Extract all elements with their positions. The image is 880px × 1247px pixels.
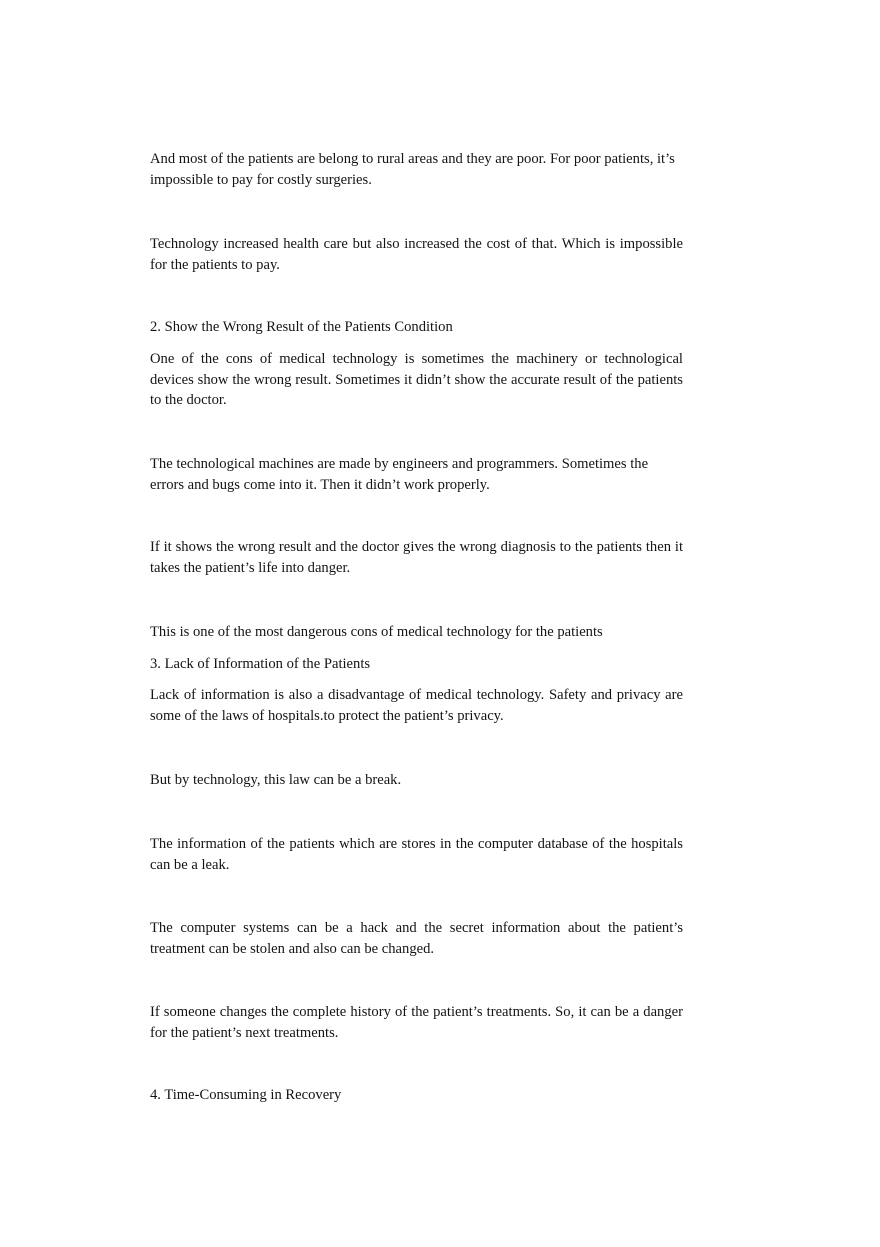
paragraph-privacy-laws: Lack of information is also a disadvantage of medical technology. Safety and privacy are some of the laws of hospitals.to protect the patient’s privacy. <box>150 687 683 724</box>
paragraph-wrong-diagnosis: If it shows the wrong result and the doctor gives the wrong diagnosis to the patients then it takes the patient’s life into danger. <box>150 539 683 576</box>
section-heading-lack-of-information: 3. Lack of Information of the Patients <box>150 656 371 672</box>
paragraph-technology-cost: Technology increased health care but also increased the cost of that. Which is impossible for the patients to pay. <box>150 236 683 273</box>
paragraph-law-break: But by technology, this law can be a break. <box>150 772 402 788</box>
paragraph-cost-rural-patients: And most of the patients are belong to rural areas and they are poor. For poor patients, it’s impossible to pay for costly surgeries. <box>150 151 675 188</box>
paragraph-database-leak: The information of the patients which are stores in the computer database of the hospitals can be a leak. <box>150 836 683 873</box>
paragraph-system-hack: The computer systems can be a hack and the secret information about the patient’s treatment can be stolen and also can be changed. <box>150 920 683 957</box>
section-heading-wrong-result: 2. Show the Wrong Result of the Patients Condition <box>150 319 453 335</box>
paragraph-wrong-result: One of the cons of medical technology is sometimes the machinery or technological devices show the wrong result. Sometimes it didn’t show the accurate result of the patients to the doctor. <box>150 351 683 408</box>
paragraph-engineers-bugs: The technological machines are made by engineers and programmers. Sometimes the errors and bugs come into it. Then it didn’t work properly. <box>150 456 649 493</box>
paragraph-history-changed: If someone changes the complete history of the patient’s treatments. So, it can be a danger for the patient’s next treatments. <box>150 1004 683 1041</box>
paragraph-dangerous-cons: This is one of the most dangerous cons of medical technology for the patients <box>150 624 603 640</box>
section-heading-time-consuming: 4. Time-Consuming in Recovery <box>150 1087 342 1103</box>
